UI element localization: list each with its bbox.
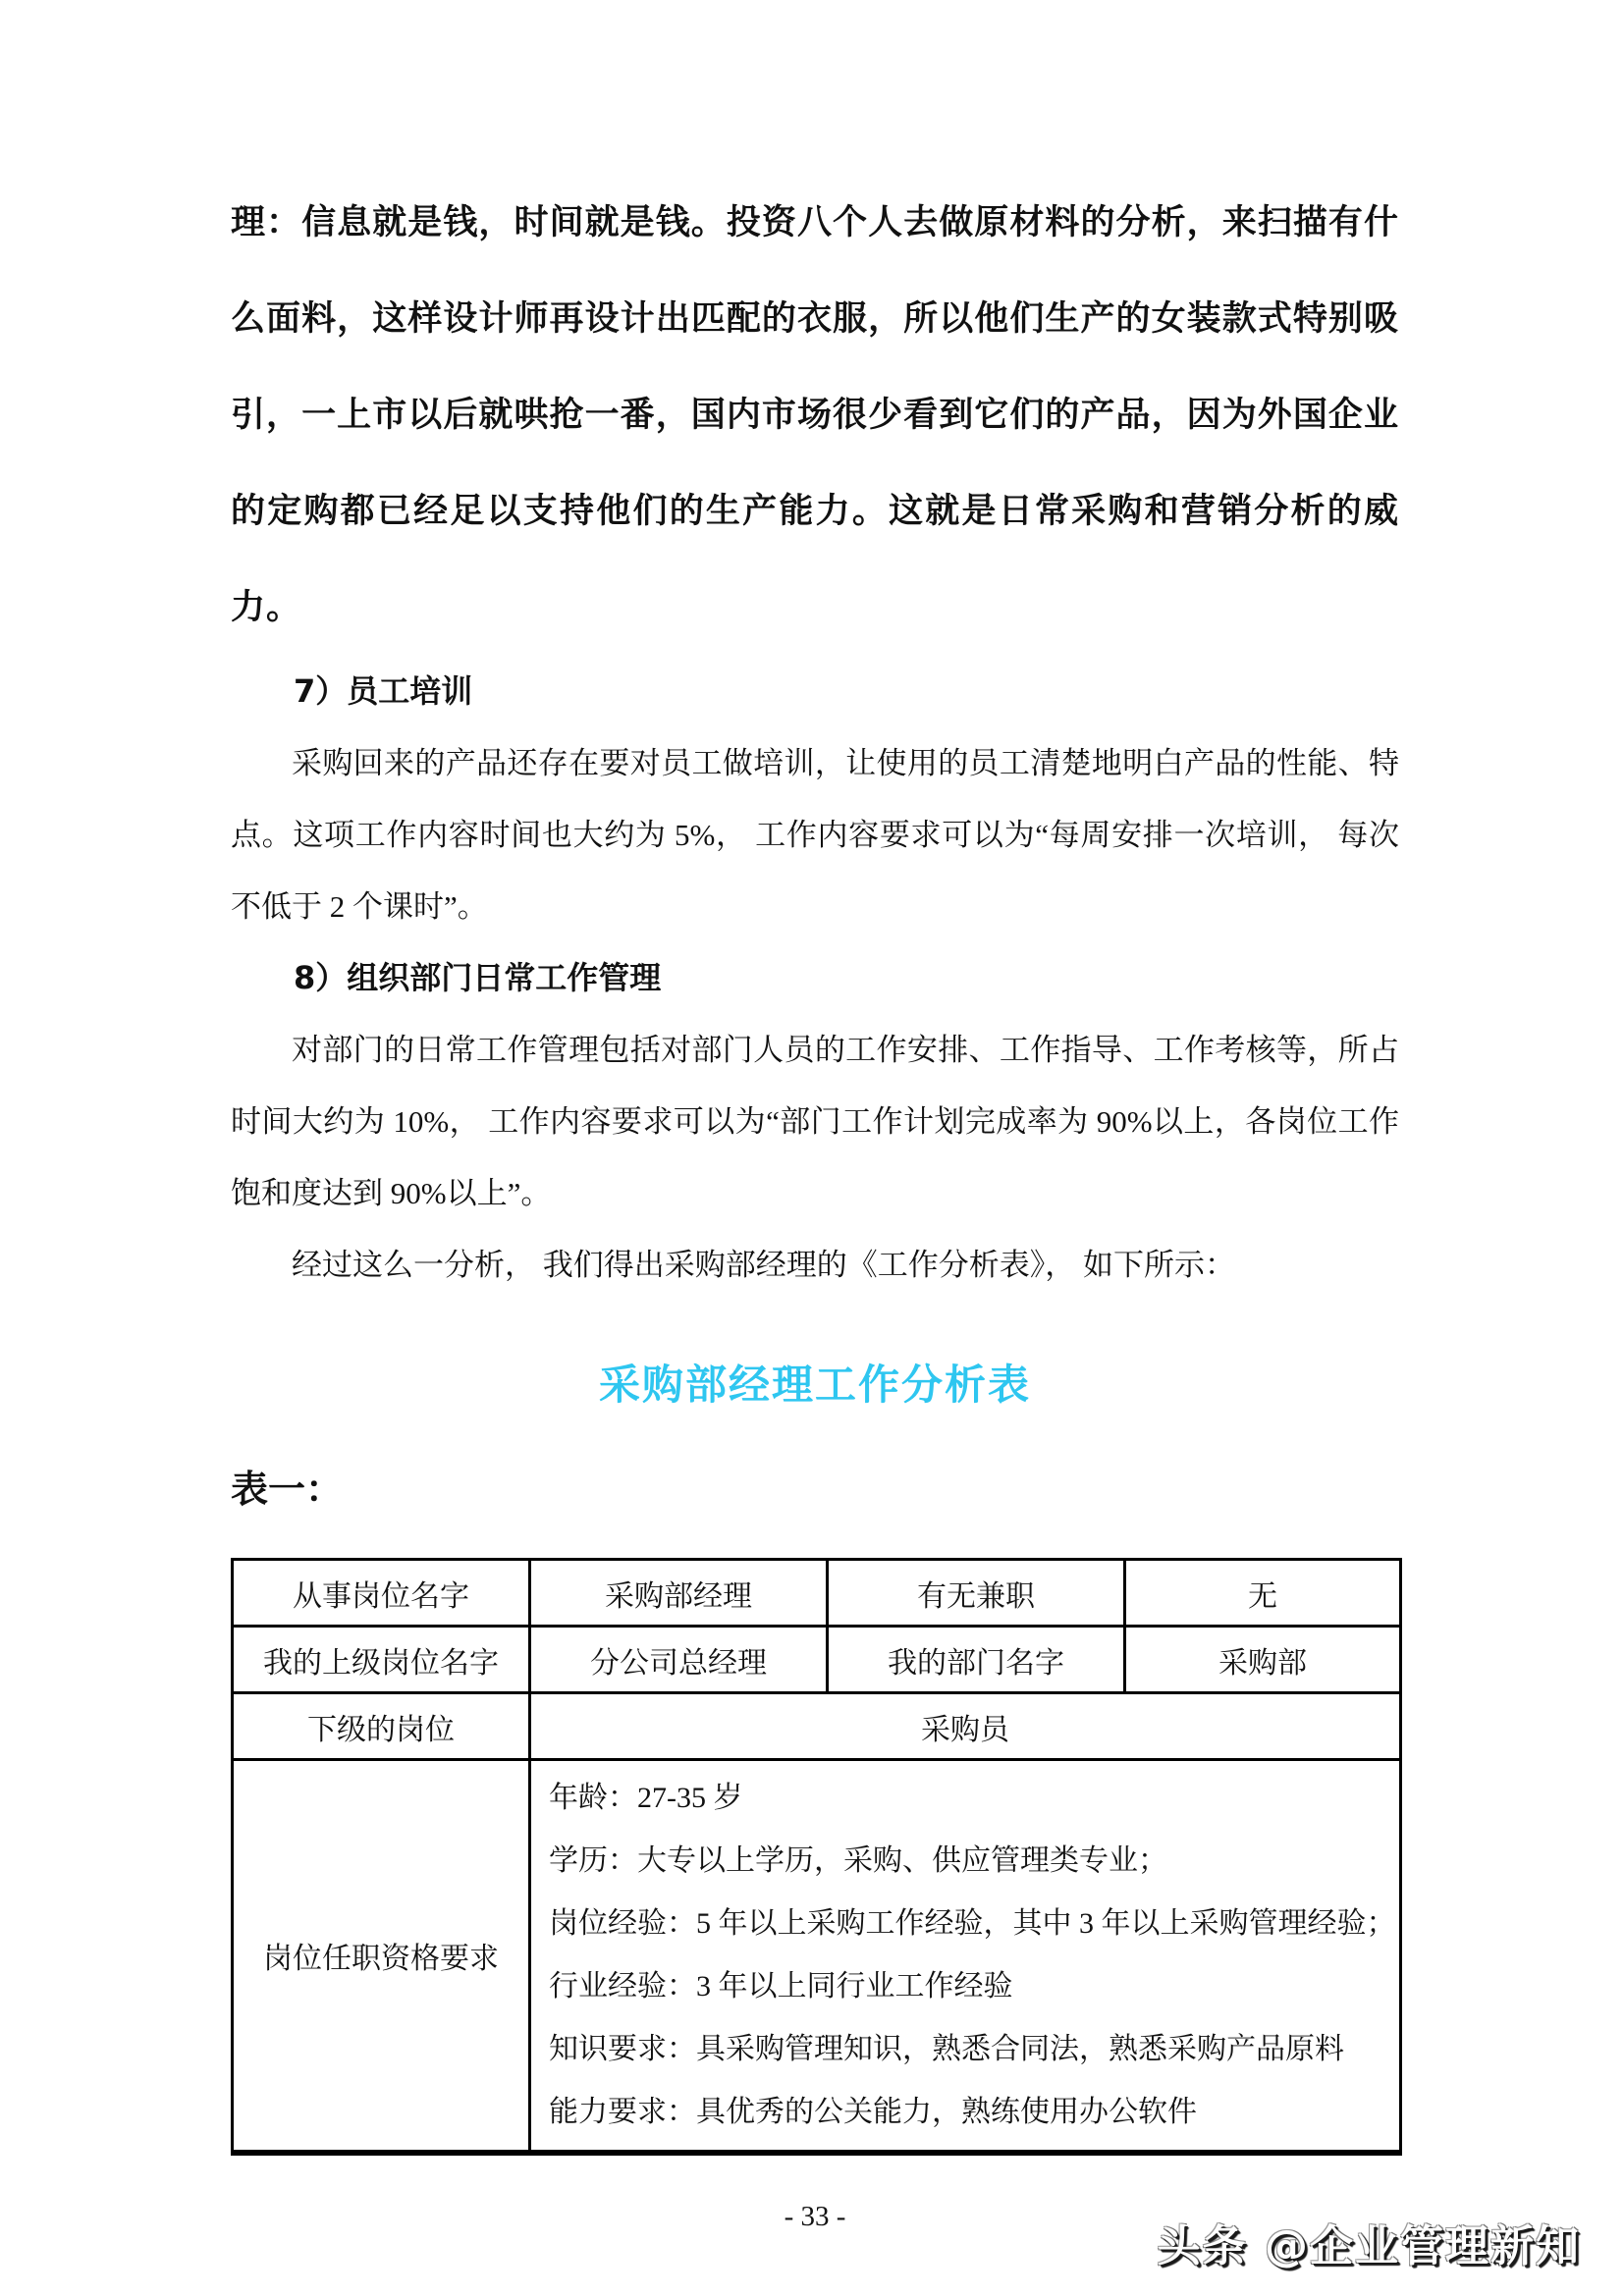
- qualification-education: 学历：大专以上学历，采购、供应管理类专业；: [549, 1844, 1167, 1877]
- cell-subordinate-label: 下级的岗位: [233, 1693, 530, 1760]
- job-analysis-table: [231, 1558, 1402, 2156]
- cell-department-value: 采购部: [1125, 1627, 1401, 1693]
- table-one-label: 表一：: [231, 1468, 344, 1511]
- cell-subordinate-value: 采购员: [530, 1693, 1401, 1760]
- section-8-body: 对部门的日常工作管理包括对部门人员的工作安排、工作指导、工作考核等，所占时间大约为 10%， 工作内容要求可以为“部门工作计划完成率为 90%以上，各岗位工作饱和度达到 90%以上”。: [231, 1033, 1399, 1210]
- closing-paragraph: 经过这么一分析， 我们得出采购部经理的《工作分析表》， 如下所示：: [292, 1248, 1235, 1282]
- watermark: 头条 @企业管理新知: [1157, 2221, 1581, 2271]
- qualification-industry-experience: 行业经验：3 年以上同行业工作经验: [549, 1970, 1013, 2002]
- table-row: [233, 1627, 1401, 1693]
- table-row: [233, 1560, 1401, 1627]
- cell-superior-label: 我的上级岗位名字: [233, 1627, 530, 1693]
- table-title: 采购部经理工作分析表: [598, 1361, 1031, 1409]
- qualification-position-experience: 岗位经验：5 年以上采购工作经验，其中 3 年以上采购管理经验；: [549, 1907, 1396, 1940]
- page-number: - 33 -: [784, 2201, 846, 2232]
- continuation-paragraph: 理：信息就是钱，时间就是钱。投资八个人去做原材料的分析，来扫描有什么面料，这样设计师再设计出匹配的衣服，所以他们生产的女装款式特别吸引，一上市以后就哄抢一番，国内市场很少看到它们的产品，因为外国企业的定购都已经足以支持他们的生产能力。这就是日常采购和营销分析的威力。: [231, 203, 1399, 627]
- page-content: [231, 0, 1399, 2236]
- qualification-age: 年龄：27-35 岁: [549, 1782, 743, 1814]
- cell-position-label: 从事岗位名字: [233, 1560, 530, 1627]
- table-row: [233, 1693, 1401, 1760]
- cell-parttime-label: 有无兼职: [828, 1560, 1125, 1627]
- cell-qualification-content: [530, 1760, 1401, 2154]
- section-7-body: 采购回来的产品还存在要对员工做培训，让使用的员工清楚地明白产品的性能、特点。这项工作内容时间也大约为 5%， 工作内容要求可以为“每周安排一次培训， 每次不低于 2 个课时”。: [231, 746, 1399, 924]
- cell-qualification-label: 岗位任职资格要求: [233, 1760, 530, 2154]
- cell-parttime-value: 无: [1125, 1560, 1401, 1627]
- section-7-heading: 7）员工培训: [294, 672, 473, 710]
- cell-department-label: 我的部门名字: [828, 1627, 1125, 1693]
- cell-position-value: 采购部经理: [530, 1560, 828, 1627]
- qualification-knowledge: 知识要求：具采购管理知识，熟悉合同法，熟悉采购产品原料: [549, 2033, 1344, 2065]
- cell-superior-value: 分公司总经理: [530, 1627, 828, 1693]
- qualification-ability: 能力要求：具优秀的公关能力，熟练使用办公软件: [549, 2096, 1197, 2128]
- section-8-heading: 8）组织部门日常工作管理: [294, 959, 662, 996]
- table-row: [233, 1760, 1401, 2154]
